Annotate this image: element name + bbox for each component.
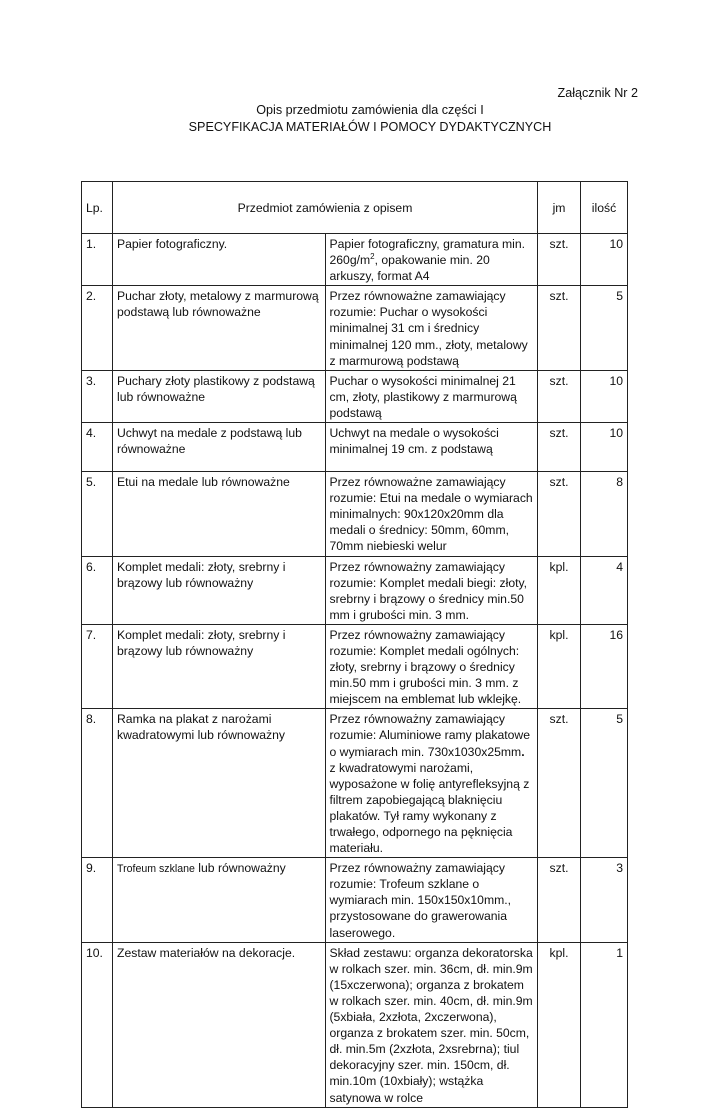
row-qty: 5 (581, 709, 628, 858)
row-qty: 8 (581, 472, 628, 556)
header-unit: jm (538, 182, 581, 234)
table-row (82, 286, 628, 370)
annex-label: Załącznik Nr 2 (557, 86, 638, 100)
row-lp: 2. (82, 286, 113, 370)
header-subject: Przedmiot zamówienia z opisem (113, 182, 538, 234)
row-unit: kpl. (538, 556, 581, 624)
row-name-small: Trofeum szklane (117, 863, 195, 876)
row-lp: 8. (82, 709, 113, 858)
table-row (82, 709, 628, 858)
row-qty: 3 (581, 858, 628, 942)
row-qty: 10 (581, 234, 628, 286)
row-name (113, 858, 326, 942)
row-desc: Przez równoważne zamawiający rozumie: Etui na medale o wymiarach minimalnych: 90x120x20mm dla medali o średnicy: 50mm, 60mm, 70mm niebieski welur (325, 472, 538, 556)
row-name: Zestaw materiałów na dekoracje. (113, 942, 326, 1107)
row-unit: szt. (538, 234, 581, 286)
row-name: Puchary złoty plastikowy z podstawą lub równoważne (113, 370, 326, 422)
row-desc (325, 234, 538, 286)
row-lp: 9. (82, 858, 113, 942)
row-desc-sup: 2 (370, 252, 375, 262)
row-qty: 10 (581, 370, 628, 422)
row-desc-bold: . (521, 744, 525, 759)
row-lp: 10. (82, 942, 113, 1107)
row-qty: 16 (581, 624, 628, 708)
row-desc-text: Papier fotograficzny, gramatura min. 260g/m (329, 237, 526, 268)
table-row (82, 423, 628, 472)
row-lp: 4. (82, 423, 113, 472)
row-qty: 5 (581, 286, 628, 370)
row-name: Ramka na plakat z narożami kwadratowymi lub równoważny (113, 709, 326, 858)
row-name: Papier fotograficzny. (113, 234, 326, 286)
row-qty: 1 (581, 942, 628, 1107)
row-name: Komplet medali: złoty, srebrny i brązowy lub równoważny (113, 556, 326, 624)
row-desc: Przez równoważne zamawiający rozumie: Puchar o wysokości minimalnej 31 cm i średnicy minimalnej 120 mm., złoty, metalowy z marmurową podstawą (325, 286, 538, 370)
row-name: Puchar złoty, metalowy z marmurową podstawą lub równoważne (113, 286, 326, 370)
table-row (82, 472, 628, 556)
row-desc-text: Przez równoważny zamawiający rozumie: Aluminiowe ramy plakatowe o wymiarach min. 730x1030x25mm (329, 712, 530, 759)
table-row (82, 624, 628, 708)
row-qty: 10 (581, 423, 628, 472)
row-lp: 3. (82, 370, 113, 422)
row-desc-text-cont: , opakowanie min. 20 arkuszy, format A4 (329, 253, 490, 284)
table-row (82, 234, 628, 286)
row-unit: kpl. (538, 942, 581, 1107)
row-unit: szt. (538, 472, 581, 556)
row-name: Etui na medale lub równoważne (113, 472, 326, 556)
table-row (82, 942, 628, 1107)
row-name: Komplet medali: złoty, srebrny i brązowy lub równoważny (113, 624, 326, 708)
row-name-rest: lub równoważny (194, 861, 286, 876)
table-row (82, 556, 628, 624)
row-unit: szt. (538, 286, 581, 370)
row-unit: szt. (538, 709, 581, 858)
table-header-row (82, 182, 628, 234)
row-unit: szt. (538, 858, 581, 942)
table-row (82, 858, 628, 942)
row-desc (325, 709, 538, 858)
header-lp: Lp. (82, 182, 113, 234)
row-unit: szt. (538, 423, 581, 472)
row-desc-text-cont: z kwadratowymi narożami, wyposażone w folię antyrefleksyjną z filtrem zapobiegającą blaknięciu plakatów. Tył ramy wykonany z trwałego, odpornego na pęknięcia materiału. (329, 760, 530, 856)
row-lp: 1. (82, 234, 113, 286)
row-desc: Przez równoważny zamawiający rozumie: Komplet medali biegi: złoty, srebrny i brązowy o średnicy min.50 mm i grubości min. 3 mm. (325, 556, 538, 624)
table-row (82, 370, 628, 422)
row-desc: Skład zestawu: organza dekoratorska w rolkach szer. min. 36cm, dł. min.9m (15xczerwona); organza z brokatem w rolkach szer. min. 40cm, dł. min.9m (5xbiała, 2xzłota, 2xczerwona), organza z brokatem szer. min. 50cm, dł. min.5m (2xzłota, 2xsrebrna); tiul dekoracyjny szer. min. 150cm, dł. min.10m (10xbiały); wstążka satynowa w rolce (325, 942, 538, 1107)
row-lp: 7. (82, 624, 113, 708)
row-desc: Przez równoważny zamawiający rozumie: Trofeum szklane o wymiarach min. 150x150x10mm., przystosowane do grawerowania laserowego. (325, 858, 538, 942)
row-desc: Puchar o wysokości minimalnej 21 cm, złoty, plastikowy z marmurową podstawą (325, 370, 538, 422)
row-unit: kpl. (538, 624, 581, 708)
row-name: Uchwyt na medale z podstawą lub równoważne (113, 423, 326, 472)
row-lp: 6. (82, 556, 113, 624)
row-lp: 5. (82, 472, 113, 556)
row-qty: 4 (581, 556, 628, 624)
header-qty: ilość (581, 182, 628, 234)
row-desc: Przez równoważny zamawiający rozumie: Komplet medali ogólnych: złoty, srebrny i brązowy o średnicy min.50 mm i grubości min. 3 mm. z miejscem na emblemat lub wklejkę. (325, 624, 538, 708)
document-title: Opis przedmiotu zamówienia dla części I (256, 103, 484, 117)
specification-table (81, 181, 628, 1108)
document-subtitle: SPECYFIKACJA MATERIAŁÓW I POMOCY DYDAKTYCZNYCH (188, 120, 552, 134)
row-desc: Uchwyt na medale o wysokości minimalnej 19 cm. z podstawą (325, 423, 538, 472)
row-unit: szt. (538, 370, 581, 422)
